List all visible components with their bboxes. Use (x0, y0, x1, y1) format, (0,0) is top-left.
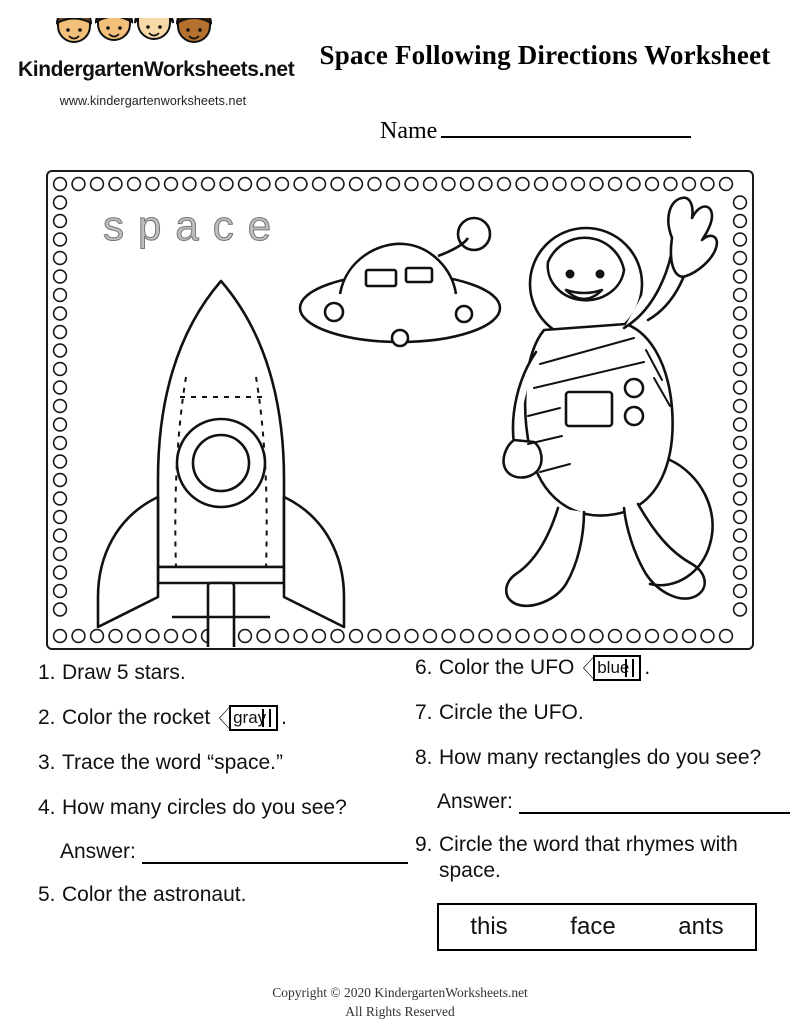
logo-kindergarten-text: Kindergarten (18, 58, 144, 81)
question-1 (38, 660, 408, 686)
question-6-period: . (644, 656, 651, 679)
astronaut-icon (448, 192, 788, 622)
logo-net-text: .net (258, 58, 295, 81)
answer-label-right: Answer: (437, 790, 513, 814)
logo-kids-illustration (28, 18, 278, 58)
question-6-number: 6. (415, 656, 433, 679)
name-label: Name (380, 118, 438, 144)
question-4-number: 4. (38, 796, 56, 820)
question-5 (38, 882, 408, 908)
questions-column-right (415, 655, 790, 951)
copyright-text: Copyright © 2020 KindergartenWorksheets.net (272, 985, 528, 1000)
answer-input-line-right[interactable] (519, 792, 790, 814)
crayon-blue-icon (583, 655, 641, 681)
question-3 (38, 750, 408, 776)
question-2-text (62, 705, 408, 731)
question-8 (415, 745, 790, 771)
question-8-text: How many rectangles do you see? (439, 746, 762, 770)
question-2-period: . (281, 706, 287, 729)
name-input-line[interactable] (441, 118, 691, 138)
rhyme-word-2[interactable]: face (570, 913, 616, 941)
space-illustration (48, 172, 752, 648)
answer-field-right (437, 790, 790, 814)
rights-text: All Rights Reserved (345, 1004, 455, 1019)
worksheet-art-frame (46, 170, 754, 650)
questions-column-left (38, 660, 408, 927)
page-footer (0, 983, 800, 1021)
page-header (0, 0, 800, 150)
question-8-number: 8. (415, 746, 433, 770)
question-1-text: Draw 5 stars. (62, 661, 186, 684)
logo-wordmark (18, 58, 295, 82)
crayon-gray-icon (219, 705, 278, 731)
rhyme-word-3[interactable]: ants (678, 913, 724, 941)
questions-area (0, 656, 800, 980)
question-6-text (439, 655, 790, 681)
question-4-text: How many circles do you see? (62, 796, 347, 820)
question-4 (38, 795, 408, 821)
question-7 (415, 700, 790, 726)
question-9 (415, 832, 790, 884)
logo-worksheets-text: Worksheets (143, 58, 259, 81)
answer-label-left: Answer: (60, 840, 136, 864)
answer-input-line-left[interactable] (142, 842, 408, 864)
rhyme-word-1[interactable]: this (470, 913, 508, 941)
question-9-number: 9. (415, 833, 433, 857)
question-7-text: Circle the UFO. (439, 701, 584, 725)
crayon-blue-label: blue (593, 655, 641, 681)
question-6 (415, 655, 790, 681)
question-5-text: Color the astronaut. (62, 883, 247, 907)
question-7-number: 7. (415, 701, 433, 725)
question-3-number: 3. (38, 751, 56, 775)
question-5-number: 5. (38, 883, 56, 907)
answer-field-left (60, 840, 408, 864)
page-title: Space Following Directions Worksheet (319, 40, 771, 70)
crayon-gray-label: gray (229, 705, 278, 731)
question-3-text: Trace the word “space.” (62, 751, 283, 775)
site-url: www.kindergartenworksheets.net (59, 94, 247, 108)
question-2-number: 2. (38, 706, 56, 729)
question-2 (38, 705, 408, 731)
traced-word: space (103, 202, 286, 249)
name-field (380, 118, 780, 145)
site-logo[interactable] (18, 18, 295, 108)
question-9-text: Circle the word that rhymes with space. (439, 833, 738, 883)
rhyme-word-choices (437, 903, 757, 951)
question-2-label: Color the rocket (62, 706, 211, 729)
question-6-label: Color the UFO (439, 656, 575, 679)
question-1-number: 1. (38, 661, 56, 684)
